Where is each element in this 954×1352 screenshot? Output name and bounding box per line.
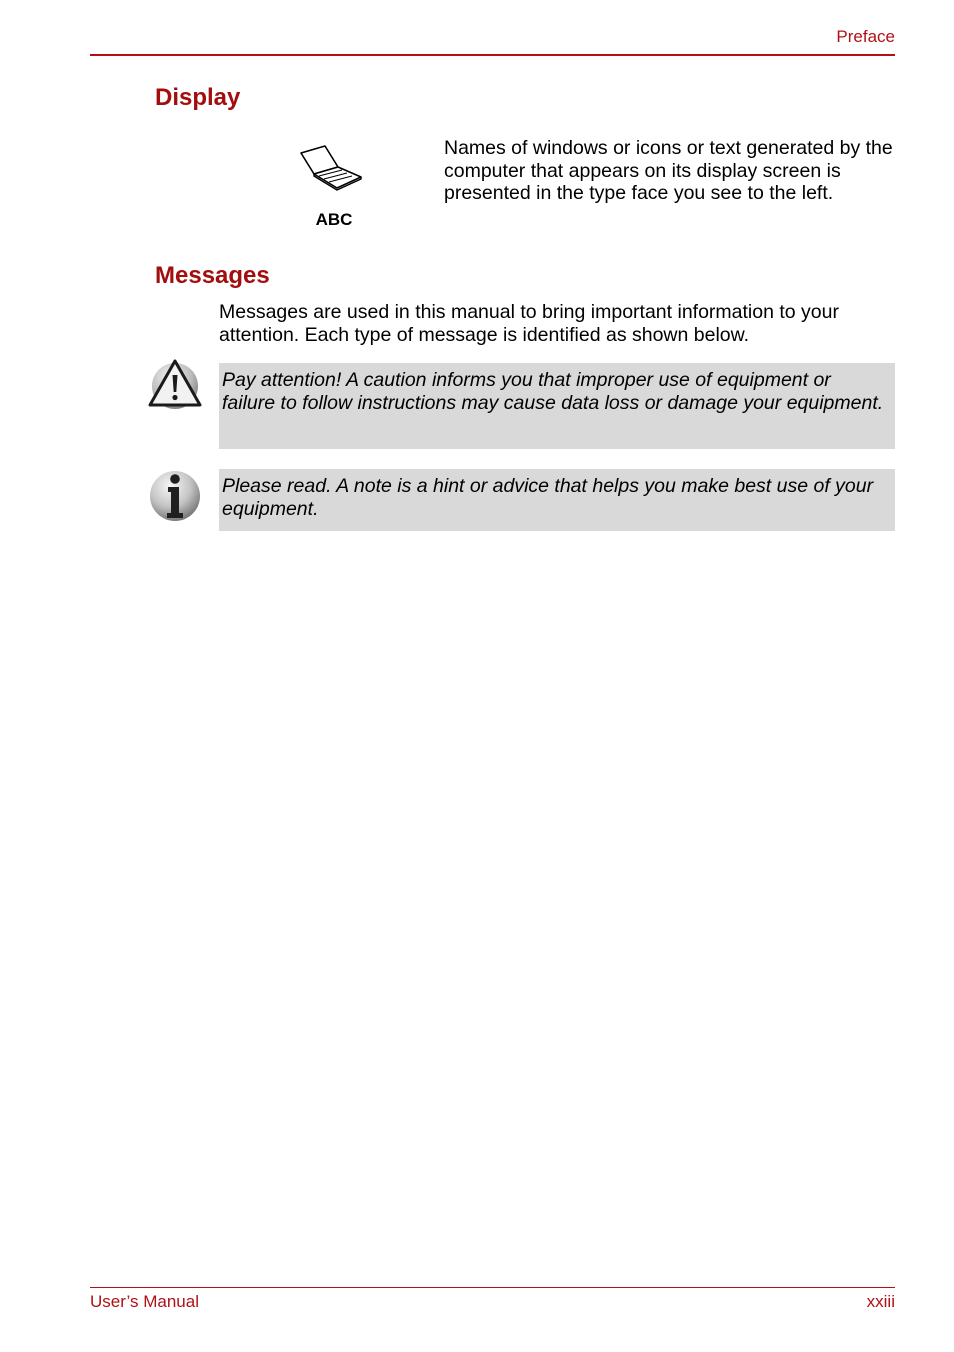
caution-message bbox=[219, 363, 895, 449]
info-icon bbox=[148, 469, 202, 523]
laptop-icon bbox=[299, 143, 367, 193]
display-description: Names of windows or icons or text generated by the computer that appears on its display screen is presented in the type face you see to the left. bbox=[444, 137, 893, 205]
messages-intro: Messages are used in this manual to bring important information to your attention. Each type of message is identified as shown below. bbox=[219, 301, 839, 346]
display-sample-text: ABC bbox=[315, 210, 353, 229]
note-text: Please read. A note is a hint or advice that helps you make best use of your equipment. bbox=[222, 475, 874, 520]
running-header: Preface bbox=[836, 27, 895, 46]
caution-text: Pay attention! A caution informs you that improper use of equipment or failure to follow instructions may cause data loss or damage your equipment. bbox=[222, 369, 884, 414]
display-heading: Display bbox=[155, 84, 241, 111]
header-rule bbox=[90, 54, 895, 56]
messages-heading: Messages bbox=[155, 262, 270, 289]
page-number: xxiii bbox=[866, 1292, 895, 1311]
footer-rule bbox=[90, 1287, 895, 1288]
note-message bbox=[219, 469, 895, 531]
footer-manual-label: User’s Manual bbox=[90, 1292, 199, 1311]
warning-icon bbox=[148, 358, 202, 412]
